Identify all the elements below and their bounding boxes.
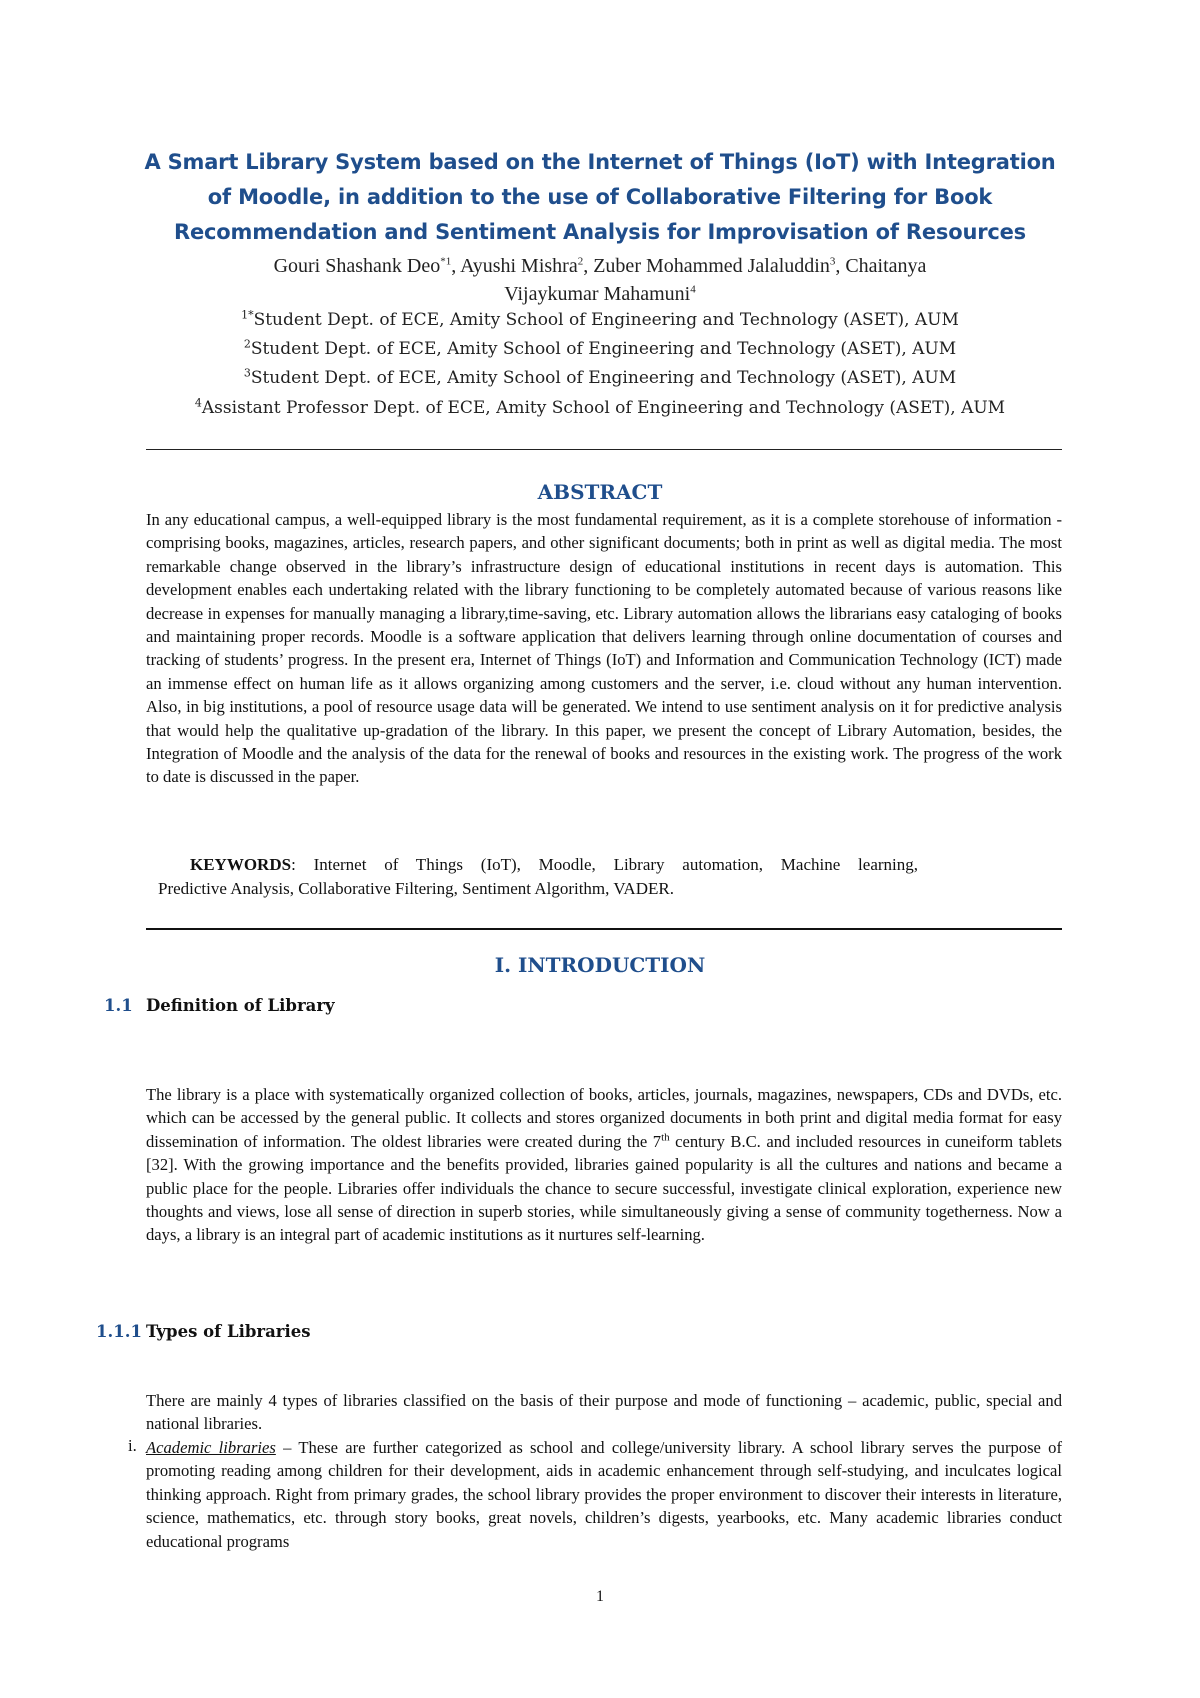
- affiliation-text: Student Dept. of ECE, Amity School of Engineering and Technology (ASET), AUM: [250, 368, 957, 388]
- author-mark: 4: [690, 283, 696, 296]
- section-number: 1.1.1: [96, 1322, 142, 1341]
- author-mark: 2: [577, 255, 584, 268]
- section-title: Definition of Library: [146, 996, 335, 1015]
- abstract-heading: ABSTRACT: [537, 480, 663, 504]
- author-name: Gouri Shashank Deo: [273, 255, 441, 277]
- keywords-line: Predictive Analysis, Collaborative Filtering, Sentiment Algorithm, VADER.: [158, 879, 674, 898]
- list-item-academic-libraries: [146, 1436, 1062, 1553]
- section-title: Types of Libraries: [146, 1322, 311, 1341]
- author-separator: , Chaitanya: [835, 255, 927, 277]
- divider: [146, 928, 1062, 930]
- title-line: A Smart Library System based on the Internet of Things (IoT) with Integration: [144, 150, 1056, 174]
- affiliation: [120, 367, 1080, 389]
- section-number: 1.1: [104, 996, 133, 1015]
- paper-title: [120, 145, 1080, 250]
- author-name: Vijaykumar Mahamuni: [504, 283, 691, 305]
- list-item-text: – These are further categorized as school and college/university library. A school library serves the purpose of promoting reading among children for their development, aids in academic enhancement through self-studying, and inculcates logical thinking approach. Right from primary grades, the school library provides the proper environment to discover their interests in literature, science, mathematics, etc. through story books, great novels, children’s digests, yearbooks, etc. Many academic libraries conduct educational programs: [146, 1438, 1063, 1551]
- author-name: Ayushi Mishra: [460, 255, 578, 277]
- term-academic-libraries: Academic libraries: [146, 1438, 276, 1457]
- author-separator: ,: [451, 255, 461, 277]
- affiliation-mark: 1*: [241, 308, 254, 322]
- title-line: of Moodle, in addition to the use of Collaborative Filtering for Book: [207, 185, 993, 209]
- introduction-heading: I. INTRODUCTION: [494, 953, 706, 977]
- affiliation: [120, 397, 1080, 419]
- affiliation-text: Assistant Professor Dept. of ECE, Amity School of Engineering and Technology (ASET), AUM: [201, 398, 1006, 418]
- list-marker: i.: [128, 1436, 137, 1455]
- section-1-1-1-body: There are mainly 4 types of libraries classified on the basis of their purpose and mode of functioning – academic, public, special and national libraries.: [146, 1391, 1062, 1434]
- keywords-label: KEYWORDS: [190, 855, 292, 874]
- author-line-1: [120, 252, 1080, 280]
- affiliation: [120, 338, 1080, 360]
- affiliation-mark: 2: [243, 337, 251, 351]
- affiliation-mark: 4: [194, 396, 202, 410]
- title-line: Recommendation and Sentiment Analysis for Improvisation of Resources: [174, 220, 1026, 244]
- section-1-1-1-heading: [96, 1322, 311, 1341]
- author-mark: *1: [440, 255, 452, 268]
- keywords-text: : Internet of Things (IoT), Moodle, Library automation, Machine learning,: [291, 855, 918, 874]
- affiliation-text: Student Dept. of ECE, Amity School of Engineering and Technology (ASET), AUM: [253, 310, 959, 330]
- ordinal-suffix: th: [661, 1131, 670, 1144]
- author-name: Zuber Mohammed Jalaluddin: [593, 255, 830, 277]
- section-1-1-body: [146, 1083, 1062, 1247]
- affiliation: [120, 309, 1080, 331]
- section-1-1-heading: [104, 996, 335, 1015]
- page-number: 1: [596, 1588, 604, 1605]
- paragraph-text: century B.C. and included resources in cuneiform tablets [32]. With the growing importance and the benefits provided, libraries gained popularity is all the cultures and nations and became a public place for the people. Libraries offer individuals the chance to secure successful, investigate clinical exploration, experience new thoughts and views, lose all sense of direction in superb stories, while simultaneously giving a sense of community togetherness. Now a days, a library is an integral part of academic institutions as it nurtures self-learning.: [146, 1131, 1063, 1245]
- affiliation-text: Student Dept. of ECE, Amity School of Engineering and Technology (ASET), AUM: [250, 339, 957, 359]
- keywords: [158, 853, 918, 901]
- author-line-2: [120, 280, 1080, 308]
- keywords-line: [158, 853, 918, 877]
- paragraph-text: The library is a place with systematically organized collection of books, articles, journals, magazines, newspapers, CDs and DVDs, etc. which can be accessed by the general public. It collects and stores organized documents in both print and digital media format for easy dissemination of information. The oldest libraries were created during the 7: [146, 1085, 1062, 1151]
- divider: [146, 449, 1062, 450]
- author-separator: ,: [583, 255, 594, 277]
- abstract-body: In any educational campus, a well-equipped library is the most fundamental requirement, as it is a complete storehouse of information - comprising books, magazines, articles, research papers, and other significant documents; both in print as well as digital media. The most remarkable change observed in the library’s infrastructure design of educational institutions in recent days is automation. This development enables each undertaking related with the library functioning to be completely automated because of various reasons like decrease in expenses for manually managing a library,time-saving, etc. Library automation allows the librarians easy cataloging of books and maintaining proper records. Moodle is a software application that delivers learning through online documentation of courses and tracking of students’ progress. In the present era, Internet of Things (IoT) and Information and Communication Technology (ICT) made an immense effect on human life as it allows organizing among customers and the server, i.e. cloud without any human intervention. Also, in big institutions, a pool of resource usage data will be generated. We intend to use sentiment analysis on it for predictive analysis that would help the qualitative up-gradation of the library. In this paper, we present the concept of Library Automation, besides, the Integration of Moodle and the analysis of the data for the renewal of books and resources in the existing work. The progress of the work to date is discussed in the paper.: [146, 510, 1062, 787]
- affiliation-mark: 3: [243, 366, 251, 380]
- author-list: [120, 252, 1080, 308]
- author-mark: 3: [829, 255, 836, 268]
